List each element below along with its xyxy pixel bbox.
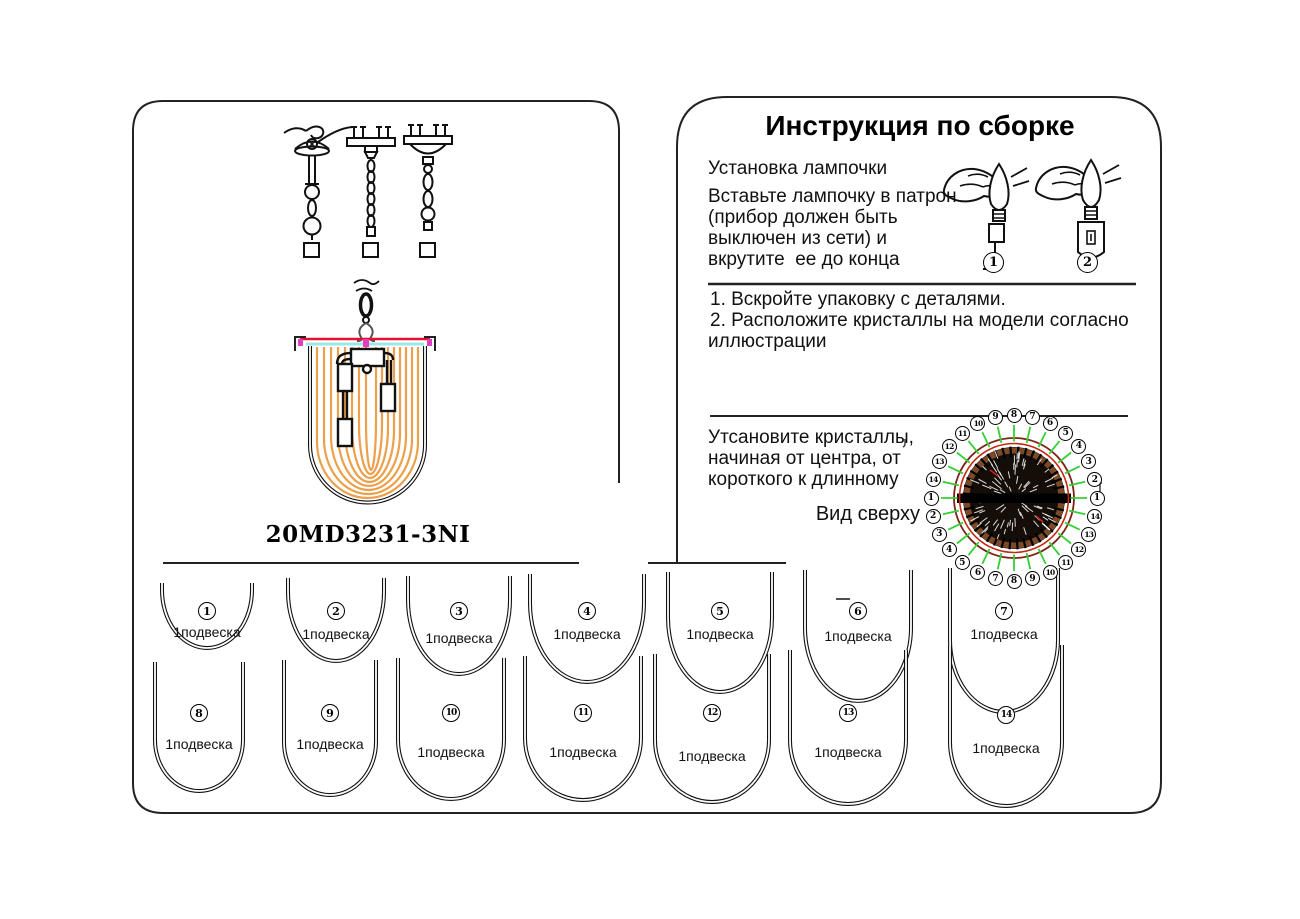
pendant-label: 1подвеска (302, 626, 370, 642)
crystal-line: начиная от центра, от (708, 448, 901, 469)
bulb-body-line: (прибор должен быть (708, 207, 898, 228)
pendant-number-badge: 6 (849, 602, 867, 620)
pendant-label: 1подвеска (165, 736, 233, 752)
top-view-number-badge: 7 (988, 571, 1003, 586)
top-view-number-badge: 9 (988, 410, 1003, 425)
top-view-number-badge: 1 (924, 491, 939, 506)
top-view-number-badge: 4 (1071, 439, 1086, 454)
top-view-number-badge: 9 (1025, 571, 1040, 586)
top-view-number-badge: 12 (1071, 542, 1086, 557)
crystal-line: короткого к длинному (708, 469, 899, 490)
top-view-number-badge: 13 (1081, 527, 1096, 542)
pendant-label: 1подвеска (173, 624, 241, 640)
top-view-number-badge: 4 (942, 542, 957, 557)
pendant-label: 1подвеска (686, 626, 754, 642)
crystal-line: Утсановите кристаллы, (708, 427, 914, 448)
step-number-badge: 1 (983, 252, 1004, 273)
pendant-number-badge: 10 (442, 704, 460, 722)
pendant-label: 1подвеска (814, 744, 882, 760)
unpack-line: 2. Расположите кристаллы на модели согласно (710, 310, 1129, 331)
top-view-number-badge: 2 (926, 509, 941, 524)
top-view-number-badge: 13 (932, 454, 947, 469)
top-view-number-badge: 14 (926, 472, 941, 487)
top-view-number-badge: 5 (955, 555, 970, 570)
top-view-number-badge: 6 (970, 565, 985, 580)
top-view-number-badge: 10 (1043, 565, 1058, 580)
pendant-number-badge: 7 (995, 602, 1013, 620)
pendant-number-badge: 14 (997, 706, 1015, 724)
pendant-number-badge: 5 (711, 602, 729, 620)
bulb-section-heading: Установка лампочки (708, 158, 888, 179)
pendant-label: 1подвеска (970, 626, 1038, 642)
bulb-body-line: Вставьте лампочку в патрон (708, 186, 957, 207)
top-view-number-badge: 11 (1058, 555, 1073, 570)
pendant-number-badge: 9 (321, 704, 339, 722)
top-view-number-badge: 3 (932, 527, 947, 542)
unpack-line: иллюстрации (708, 331, 827, 352)
top-view-number-badge: 8 (1007, 574, 1022, 589)
pendant-label: 1подвеска (678, 748, 746, 764)
pendant-number-badge: 1 (198, 602, 216, 620)
pendant-label: 1подвеска (417, 744, 485, 760)
pendant-label: 1подвеска (553, 626, 621, 642)
pendant-number-badge: 13 (839, 704, 857, 722)
top-view-number-badge: 10 (970, 416, 985, 431)
unpack-line: 1. Вскройте упаковку с деталями. (710, 289, 1006, 310)
top-view-number-badge: 12 (942, 439, 957, 454)
top-view-number-badge: 5 (1058, 426, 1073, 441)
pendant-number-badge: 12 (703, 704, 721, 722)
top-view-number-badge: 2 (1087, 472, 1102, 487)
top-view-number-badge: 14 (1087, 509, 1102, 524)
top-view-number-badge: 3 (1081, 454, 1096, 469)
pendant-label: 1подвеска (425, 630, 493, 646)
view-label: Вид сверху (815, 503, 920, 525)
pendant-label: 1подвеска (824, 628, 892, 644)
pendant-number-badge: 3 (450, 602, 468, 620)
top-view-number-badge: 7 (1025, 410, 1040, 425)
model-number: 20MD3231-3NI (265, 521, 471, 548)
bulb-body-line: вкрутите ее до конца (708, 249, 900, 270)
pendant-number-badge: 11 (574, 704, 592, 722)
pendant-label: 1подвеска (972, 740, 1040, 756)
pendant-number-badge: 4 (578, 602, 596, 620)
bulb-body-line: выключен из сети) и (708, 228, 888, 249)
top-view-number-badge: 8 (1007, 408, 1022, 423)
top-view-number-badge: 11 (955, 426, 970, 441)
top-view-number-badge: 6 (1043, 416, 1058, 431)
top-view-number-badge: 1 (1090, 491, 1105, 506)
pendant-label: 1подвеска (296, 736, 364, 752)
pendant-label: 1подвеска (549, 744, 617, 760)
pendant-number-badge: 8 (190, 704, 208, 722)
pendant-number-badge: 2 (327, 602, 345, 620)
step-number-badge: 2 (1077, 252, 1098, 273)
page-title: Инструкция по сборке (765, 110, 1075, 141)
